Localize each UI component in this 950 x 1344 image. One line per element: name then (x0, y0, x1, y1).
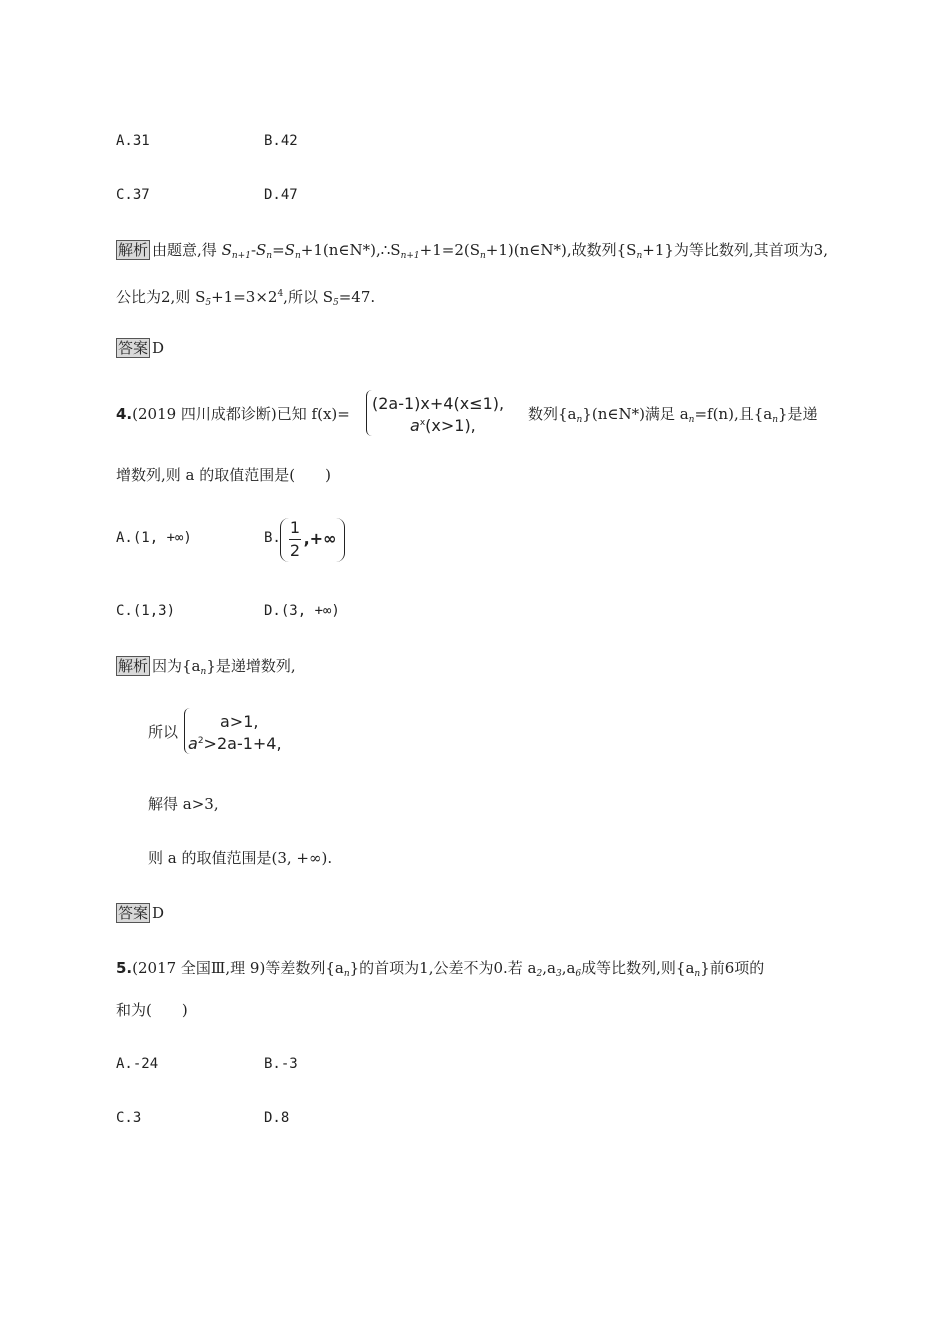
q4-jiexi-line1: 解析 因为$\{a_n\}$是递增数列, (118, 657, 296, 677)
q3-jiexi-line1: 解析 由题意,得 $S_{n+1}-S_n=S_n+1(n\in N*),\therefore S_{n+1}+1=2(S_n+1)(n\in N*)$,故数列$\{S_n+1\}$为等比数列,其首项为3, (118, 241, 828, 261)
q4-stem-line2: 增数列,则 a 的取值范围是( ) (116, 466, 331, 484)
q4-stem-line1: 4.(2019 四川成都诊断)已知 f(x)= (116, 405, 350, 423)
q3-option-b: B.42 (264, 133, 298, 149)
daan-tag: 答案 (118, 904, 149, 922)
q4-sys-row1: a>1, (220, 712, 259, 731)
q4-jiexi-line3: 解得 a>3, (148, 795, 219, 813)
fraction-numerator: 1 (289, 518, 301, 537)
jiexi-tag: 解析 (118, 241, 149, 259)
q4-answer-value: D (152, 904, 165, 922)
q3-option-c: C.37 (116, 187, 150, 203)
q4-stem-line1-tail: 数列$\{a_n\}(n\in N*)$满足 $a_n=f(n)$,且$\{a_n\}$是递 (528, 405, 818, 425)
q4-case2: $a^x(x>1)$, (410, 416, 476, 435)
option-b-rest: ,+∞ (303, 529, 337, 548)
fraction-denominator: 2 (289, 541, 301, 560)
q4-sys-row2: $a^2>2a-1+4$, (188, 734, 282, 753)
q4-option-c: C.(1,3) (116, 603, 176, 619)
jiexi-tag: 解析 (118, 657, 149, 675)
q4-jiexi-line2: 所以 (148, 723, 179, 741)
q5-option-c: C.3 (116, 1110, 142, 1126)
q4-answer (116, 903, 164, 923)
q3-answer-value: D (152, 339, 165, 357)
q4-option-b-expr (280, 516, 346, 564)
q5-option-d: D.8 (264, 1110, 290, 1126)
right-paren (336, 518, 345, 562)
q4-case1: (2a-1)x+4(x≤1), (372, 394, 505, 413)
q5-option-b: B.-3 (264, 1056, 298, 1072)
q3-answer (116, 338, 164, 358)
q3-option-a: A.31 (116, 133, 150, 149)
q4-number: 4. (116, 405, 133, 423)
q4-option-a: A.(1, +∞) (116, 530, 192, 546)
q5-stem-line2: 和为( ) (116, 1001, 188, 1019)
fraction-bar (289, 539, 301, 540)
q5-option-a: A.-24 (116, 1056, 159, 1072)
q3-option-d: D.47 (264, 187, 298, 203)
q3-jiexi-line2: 公比为2,则 $S_5+1=3\times 2^4$,所以 $S_5=47$. (116, 288, 376, 308)
q4-option-d: D.(3, +∞) (264, 603, 340, 619)
q4-option-b-label: B. (264, 530, 281, 546)
daan-tag: 答案 (118, 339, 149, 357)
q5-stem-line1: 5.(2017 全国Ⅲ,理 9)等差数列$\{a_n\}$的首项为1,公差不为0.若 $a_2,a_3,a_6$成等比数列,则$\{a_n\}$前6项的 (116, 959, 765, 979)
q5-number: 5. (116, 959, 133, 977)
q4-jiexi-line4: 则 a 的取值范围是(3, +∞). (148, 849, 333, 867)
